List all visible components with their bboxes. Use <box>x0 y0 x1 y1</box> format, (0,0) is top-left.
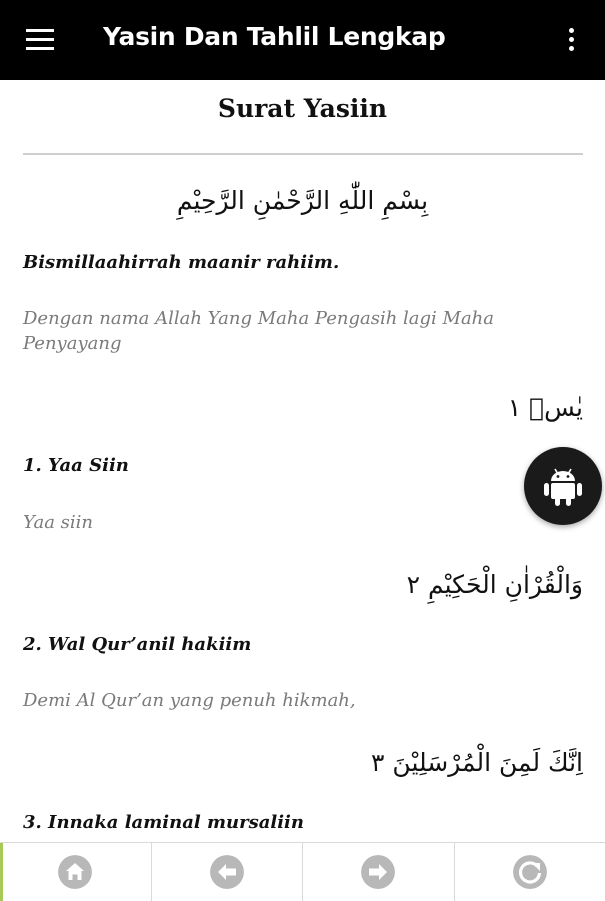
basmalah-translation: Dengan nama Allah Yang Maha Pengasih lagi Maha Penyayang <box>23 306 543 356</box>
home-icon <box>58 855 92 889</box>
surah-title: Surat Yasiin <box>0 94 605 123</box>
verse-3-arabic: اِنَّكَ لَمِنَ الْمُرْسَلِيْنَ ٣ <box>371 748 583 777</box>
android-icon <box>524 447 602 525</box>
forward-button[interactable] <box>303 843 455 901</box>
more-vertical-icon[interactable] <box>564 27 580 53</box>
arrow-left-icon <box>210 855 244 889</box>
verse-2-latin: 2. Wal Qur’anil hakiim <box>23 634 251 655</box>
app-bar <box>0 0 605 80</box>
app-title: Yasin Dan Tahlil Lengkap <box>103 22 445 51</box>
basmalah-latin: Bismillaahirrah maanir rahiim. <box>23 252 339 273</box>
android-fab-button[interactable] <box>524 447 602 525</box>
verse-1-arabic: يٰسۤ ١ <box>508 393 583 422</box>
title-divider <box>23 153 583 155</box>
verse-1-latin: 1. Yaa Siin <box>23 455 129 476</box>
back-button[interactable] <box>152 843 304 901</box>
verse-2-arabic: وَالْقُرْاٰنِ الْحَكِيْمِ ٢ <box>407 570 583 599</box>
arrow-right-icon <box>361 855 395 889</box>
verse-1-translation: Yaa siin <box>23 510 543 535</box>
verse-2-translation: Demi Al Qur’an yang penuh hikmah, <box>23 688 543 713</box>
refresh-icon <box>513 855 547 889</box>
hamburger-menu-icon[interactable] <box>26 29 54 51</box>
surah-content[interactable] <box>0 80 605 842</box>
bottom-navigation <box>0 842 605 901</box>
basmalah-arabic: بِسْمِ اللّٰهِ الرَّحْمٰنِ الرَّحِيْمِ <box>0 186 605 215</box>
refresh-button[interactable] <box>455 843 605 901</box>
verse-3-latin: 3. Innaka laminal mursaliin <box>23 812 304 833</box>
home-button[interactable] <box>0 843 152 901</box>
